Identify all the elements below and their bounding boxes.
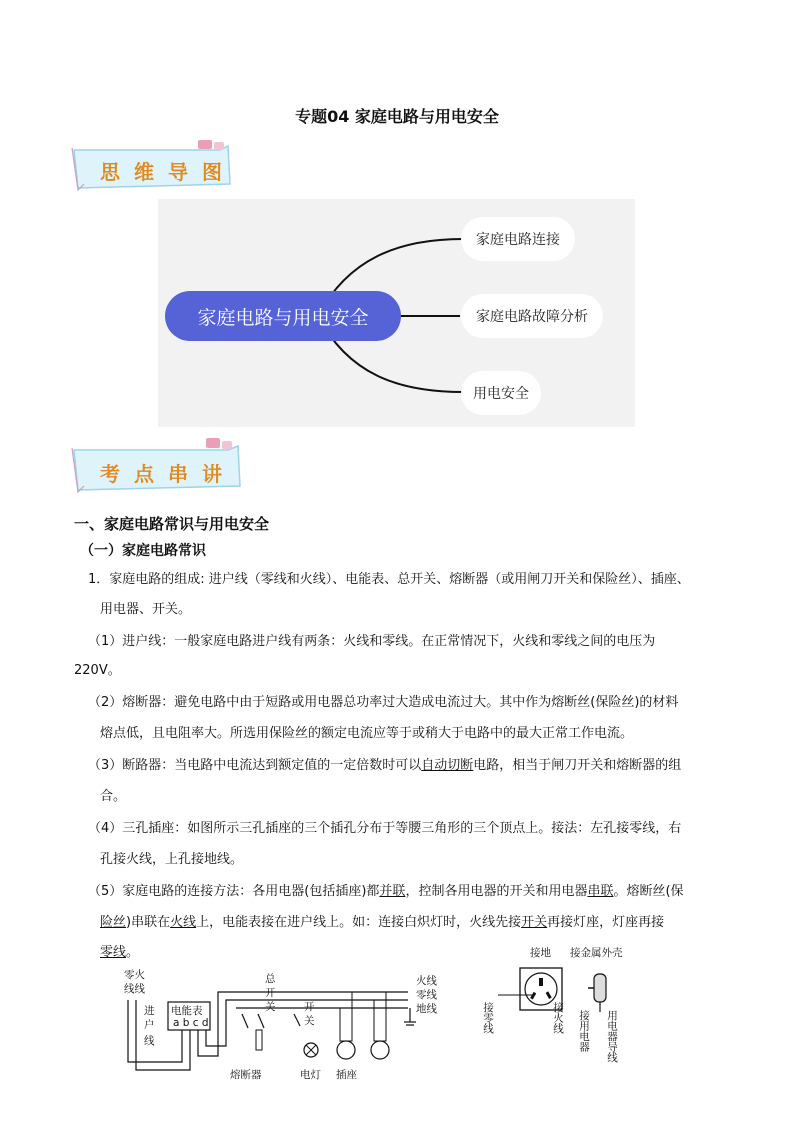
- mind-map-node-safety: 用电安全: [461, 371, 541, 415]
- lecture-banner: [70, 438, 250, 496]
- zero-wire-label: 零线: [416, 989, 437, 1001]
- p3-line-a: [88, 756, 681, 776]
- lamp-label: 电灯: [300, 1069, 321, 1081]
- meter-label: 电能表: [171, 1005, 203, 1017]
- p5-underline-switch: 开关: [521, 915, 548, 930]
- p2-line-b: 熔点低，且电阻率大。所选用保险丝的额定电流应等于或稍大于电路中的最大正常工作电流。: [100, 726, 634, 741]
- plug-icon: [594, 974, 606, 1002]
- p5-text-4: )串联在: [126, 915, 171, 930]
- p3-text-1: （3）断路器：当电路中电流达到额定值的一定倍数时可以: [88, 758, 422, 773]
- p5-line-b: [100, 913, 664, 933]
- socket-shell-label: 接金属外壳: [570, 947, 623, 959]
- three-hole-socket-diagram: [482, 940, 648, 1085]
- p3-underlined: 自动切断: [421, 758, 474, 773]
- item1-line-b: 用电器、开关。: [100, 602, 192, 617]
- mindmap-banner: [70, 140, 240, 194]
- socket-icon: [337, 1041, 355, 1059]
- mind-map-node-connection: 家庭电路连接: [461, 217, 575, 261]
- p5-text-1: （5）家庭电路的连接方法：各用电器(包括插座)都: [88, 884, 380, 899]
- p5-underline-fuse: 险丝: [100, 915, 127, 930]
- p5-line-c: [100, 943, 139, 963]
- p3-line-b: 合。: [100, 789, 127, 804]
- p4-line-a: （4）三孔插座：如图所示三孔插座的三个插孔分布于等腰三角形的三个顶点上。接法：左孔接零线，右: [88, 821, 682, 836]
- section-heading: 一、家庭电路常识与用电安全: [74, 515, 270, 533]
- label-in-3: 线: [144, 1035, 155, 1047]
- p5-line-a: [88, 882, 684, 902]
- mind-map-node-fault: 家庭电路故障分析: [461, 294, 603, 338]
- socket-left-label: 接零线: [482, 1002, 494, 1034]
- mind-map: [158, 199, 635, 427]
- p5-text-3: 。熔断丝(保: [613, 884, 684, 899]
- mind-map-center-node: 家庭电路与用电安全: [165, 291, 401, 341]
- lecture-banner-label: 考点串讲: [100, 462, 236, 486]
- p5-text-6: 再接灯座，灯座再接: [547, 915, 665, 930]
- p1-line-a: （1）进户线：一般家庭电路进户线有两条：火线和零线。在正常情况下，火线和零线之间的电压为: [88, 634, 656, 649]
- main-switch-3: 关: [265, 1001, 276, 1013]
- label-wires: 线线: [124, 983, 145, 995]
- mindmap-banner-label: 思维导图: [100, 160, 236, 184]
- fuse-label: 熔断器: [230, 1069, 262, 1081]
- socket-right-label: 接火线: [552, 1002, 564, 1034]
- label-in-2: 户: [144, 1019, 155, 1031]
- subsection-heading: （一）家庭电路常识: [80, 543, 206, 559]
- p2-line-a: （2）熔断器：避免电路中由于短路或用电器总功率过大造成电流过大。其中作为熔断丝(保险丝)的材料: [88, 695, 679, 710]
- socket-appliance-label: 接用电器: [578, 1010, 590, 1052]
- meter-terminals: a b c d: [173, 1017, 209, 1029]
- fuse: [256, 1030, 262, 1050]
- p5-underline-parallel: 并联: [379, 884, 406, 899]
- fire-wire-label: 火线: [416, 975, 437, 987]
- main-switch-2: 开: [265, 987, 276, 999]
- p5-text-5: 上，电能表接在进户线上。如：连接白炽灯时，火线先接: [196, 915, 522, 930]
- p5-text-2: ，控制各用电器的开关和用电器: [405, 884, 588, 899]
- ground-wire-label: 地线: [416, 1003, 437, 1015]
- p5-underline-fire: 火线: [170, 915, 197, 930]
- p5-text-7: 。: [126, 945, 140, 960]
- p4-line-b: 孔接火线，上孔接地线。: [100, 852, 244, 867]
- p1-line-b: 220V。: [74, 663, 121, 678]
- switch-1: 开: [304, 1001, 315, 1013]
- socket-icon: [371, 1041, 389, 1059]
- socket-wire-label: 用电器导线: [606, 1010, 618, 1063]
- socket-label: 插座: [336, 1069, 357, 1081]
- switch-2: 关: [304, 1015, 315, 1027]
- p5-underline-series: 串联: [587, 884, 614, 899]
- label-zero-fire: 零火: [124, 969, 145, 981]
- p3-text-2: 电路，相当于闸刀开关和熔断器的组: [473, 758, 682, 773]
- household-circuit-diagram: [118, 966, 458, 1086]
- label-in-1: 进: [144, 1005, 155, 1017]
- p5-underline-zero: 零线: [100, 945, 127, 960]
- main-switch-1: 总: [265, 973, 276, 985]
- item1-line-a: 1．家庭电路的组成: 进户线（零线和火线）、电能表、总开关、熔断器（或用闸刀开关和保险丝）、插座、: [88, 572, 690, 587]
- socket-ground-label: 接地: [530, 947, 551, 959]
- page-title: 专题04 家庭电路与用电安全: [295, 107, 499, 126]
